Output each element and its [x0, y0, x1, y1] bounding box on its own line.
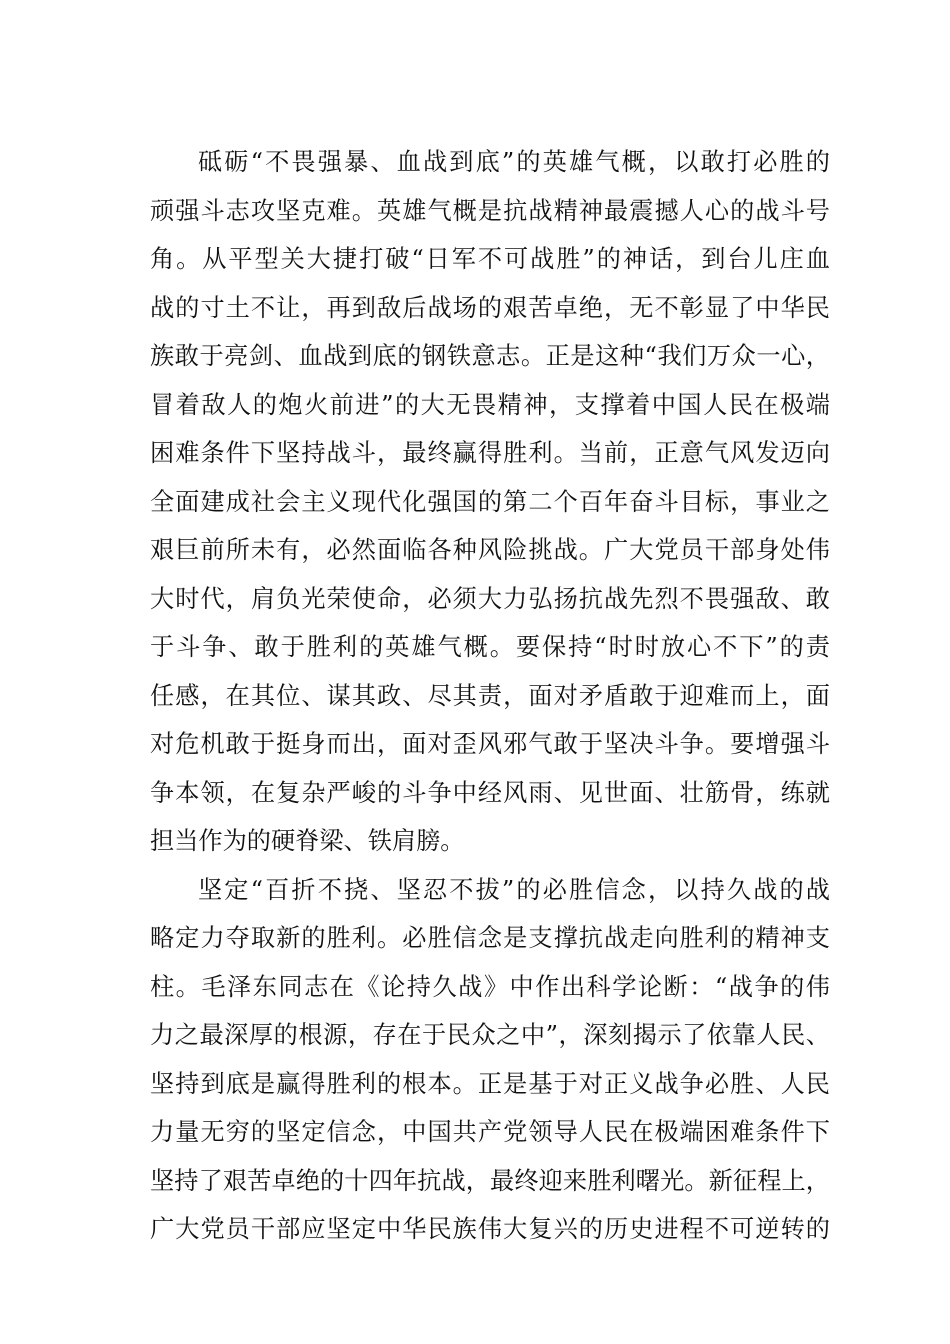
- text-line: 坚持了艰苦卓绝的十四年抗战，最终迎来胜利曙光。新征程上，: [150, 1166, 830, 1195]
- text-line: 对危机敢于挺身而出，面对歪风邪气敢于坚决斗争。要增强斗: [150, 730, 830, 758]
- text-line: 坚定“百折不挠、坚忍不拔”的必胜信念，以持久战的战: [198, 875, 830, 904]
- text-line: 角。从平型关大捷打破“日军不可战胜”的神话，到台儿庄血: [150, 245, 830, 273]
- paragraph-victory-faith: [150, 866, 830, 1254]
- text-line: 坚持到底是赢得胜利的根本。正是基于对正义战争必胜、人民: [150, 1069, 830, 1098]
- text-line: 广大党员干部应坚定中华民族伟大复兴的历史进程不可逆转的: [150, 1215, 830, 1243]
- text-line: 于斗争、敢于胜利的英雄气概。要保持“时时放心不下”的责: [150, 633, 830, 661]
- text-line: 全面建成社会主义现代化强国的第二个百年奋斗目标，事业之: [150, 487, 830, 516]
- text-line: 略定力夺取新的胜利。必胜信念是支撑抗战走向胜利的精神支: [150, 924, 830, 952]
- text-line: 柱。毛泽东同志在《论持久战》中作出科学论断：“战争的伟: [150, 972, 830, 1001]
- text-line: 冒着敌人的炮火前进”的大无畏精神，支撑着中国人民在极端: [150, 390, 830, 419]
- text-line: 力量无穷的坚定信念，中国共产党领导人民在极端困难条件下: [150, 1118, 830, 1146]
- body-text: [150, 138, 830, 1254]
- text-line: 顽强斗志攻坚克难。英雄气概是抗战精神最震撼人心的战斗号: [150, 196, 830, 225]
- text-line: 担当作为的硬脊梁、铁肩膀。: [150, 827, 465, 855]
- text-line: 战的寸土不让，再到敌后战场的艰苦卓绝，无不彰显了中华民: [150, 293, 830, 322]
- text-line: 力之最深厚的根源，存在于民众之中”，深刻揭示了依靠人民、: [150, 1021, 830, 1049]
- text-line: 争本领，在复杂严峻的斗争中经风雨、见世面、壮筋骨，练就: [150, 778, 830, 807]
- text-line: 任感，在其位、谋其政、尽其责，面对矛盾敢于迎难而上，面: [150, 681, 830, 710]
- paragraph-heroic-spirit: [150, 138, 830, 866]
- text-line: 大时代，肩负光荣使命，必须大力弘扬抗战先烈不畏强敌、敢: [150, 584, 830, 613]
- text-line: 艰巨前所未有，必然面临各种风险挑战。广大党员干部身处伟: [150, 536, 830, 564]
- text-line: 砥砺“不畏强暴、血战到底”的英雄气概，以敢打必胜的: [198, 148, 830, 176]
- text-line: 族敢于亮剑、血战到底的钢铁意志。正是这种“我们万众一心，: [150, 342, 830, 370]
- text-line: 困难条件下坚持战斗，最终赢得胜利。当前，正意气风发迈向: [150, 439, 830, 467]
